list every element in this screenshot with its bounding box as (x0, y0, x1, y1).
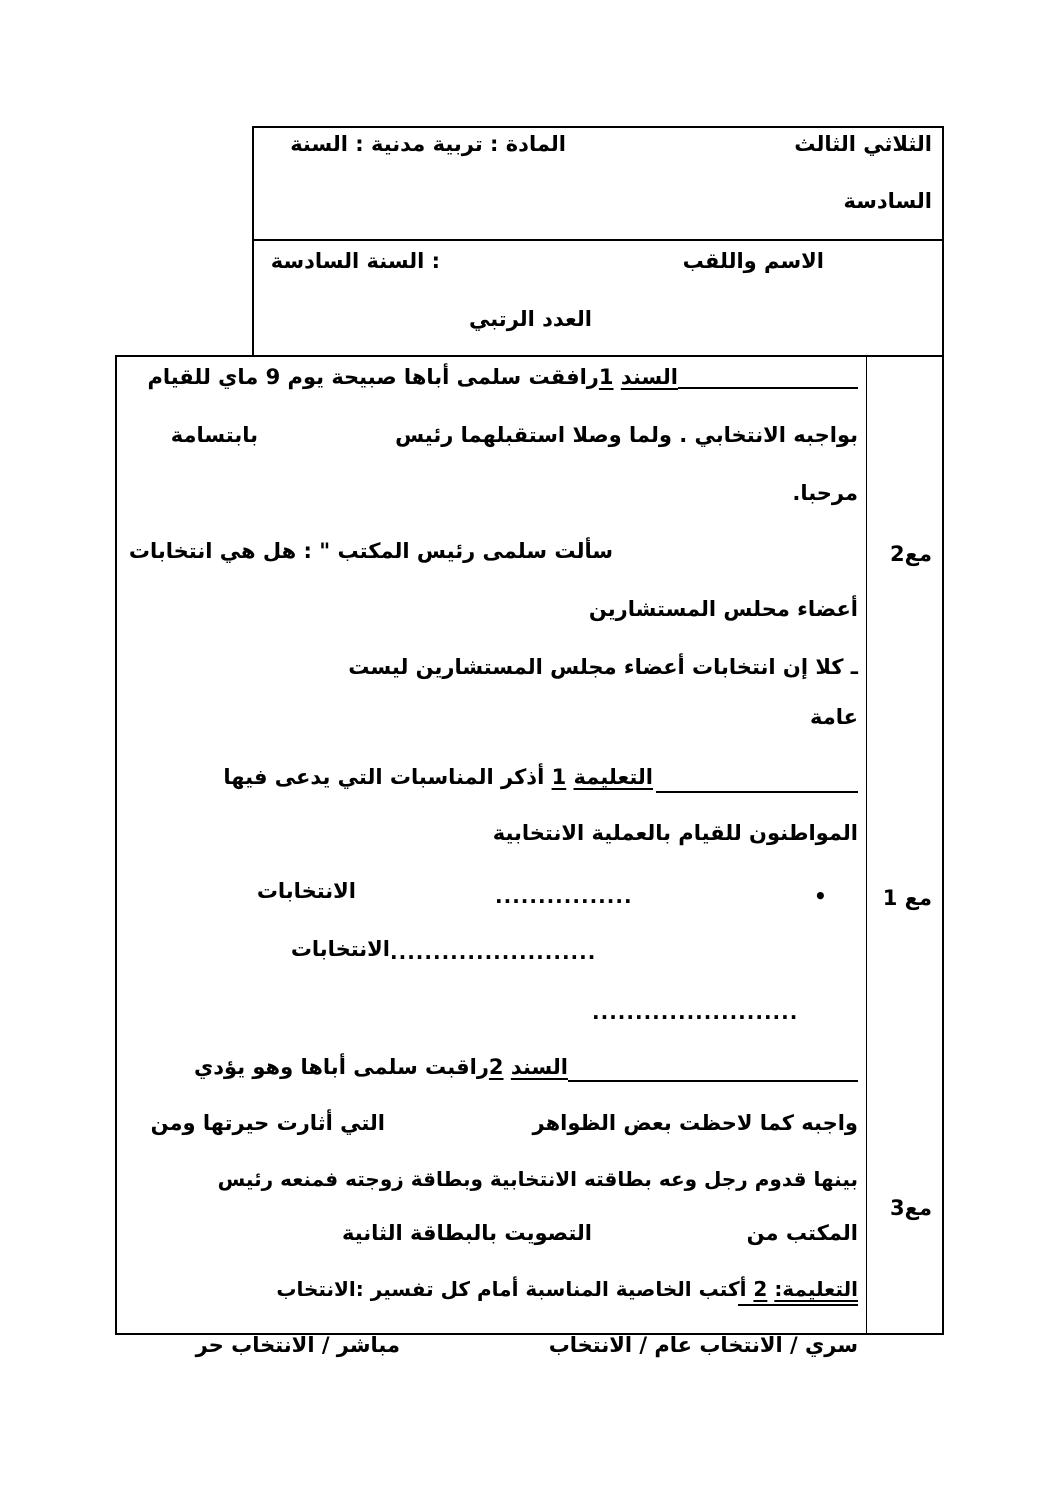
document-label: السند (510, 1055, 568, 1079)
text-line: ـ كلا إن انتخابات أعضاء مجلس المستشارين ليست (348, 655, 858, 679)
text-line: سألت سلمى رئيس المكتب " : هل هي انتخابات (128, 539, 613, 563)
answer-line (678, 387, 858, 389)
text-line: راقبت سلمى أباها وهو يؤدي (194, 1055, 489, 1079)
text-line: عامة (810, 705, 858, 729)
answer-line (656, 791, 858, 793)
instruction-label: التعليمة: (774, 1277, 858, 1301)
name-field-label: الاسم واللقب (682, 249, 824, 273)
header-divider (252, 239, 944, 241)
answer-word: الانتخابات (290, 937, 390, 961)
text-line: مرحبا. (792, 481, 858, 505)
text-line: رافقت سلمى أباها صبيحة يوم 9 ماي للقيام (147, 365, 599, 389)
term-label: الثلاثي الثالث (794, 132, 932, 156)
answer-line (568, 1080, 858, 1082)
text-line: المواطنون للقيام بالعملية الانتخابية (492, 821, 858, 845)
document-number: 2 (488, 1055, 504, 1079)
year-field-label: : السنة السادسة (270, 249, 440, 273)
criteria-column-divider (866, 356, 867, 1334)
document-1-heading (147, 362, 678, 392)
text-line: المكتب من (746, 1221, 858, 1245)
answer-line (738, 1304, 858, 1306)
document-2-heading (194, 1052, 568, 1082)
answer-word: الانتخابات (256, 879, 356, 903)
options-right: سري / الانتخاب عام / الانتخاب (548, 1333, 858, 1357)
criterion-label-3: مع3 (890, 1196, 932, 1220)
instruction-1-heading (223, 762, 653, 792)
text-line: بواجبه الانتخابي . ولما وصلا استقبلهما رئيس (395, 423, 858, 447)
document-number: 1 (598, 365, 614, 389)
answer-dots: ................ (495, 884, 633, 908)
instruction-label: التعليمة (573, 765, 653, 789)
criterion-label-2: مع 1 (882, 886, 932, 910)
document-label: السند (620, 365, 678, 389)
header-table (252, 126, 944, 357)
subject-label: المادة : تربية مدنية : السنة (290, 132, 566, 156)
text-line: بابتسامة (170, 423, 258, 447)
criterion-label-1: مع2 (890, 542, 932, 566)
text-line: التي أثارت حيرتها ومن (150, 1111, 385, 1135)
text-line: أذكر المناسبات التي يدعى فيها (223, 765, 545, 789)
bullet: • (814, 884, 828, 908)
text-line: التصويت بالبطاقة الثانية (341, 1221, 592, 1245)
text-line: واجبه كما لاحظت بعض الظواهر (532, 1111, 858, 1135)
options-left: مباشر / الانتخاب حر (195, 1333, 400, 1357)
grade-label: السادسة (843, 189, 932, 213)
instruction-number: 2 (753, 1277, 768, 1301)
instruction-2-heading (276, 1274, 858, 1304)
text-line: بينها قدوم رجل وعه بطاقته الانتخابية وبطاقة زوجته فمنعه رئيس (217, 1167, 858, 1191)
answer-dots: ........................ (592, 1000, 799, 1024)
text-line: أعضاء محلس المستشارين (588, 597, 858, 621)
answer-dots: ........................ (390, 940, 597, 964)
instruction-number: 1 (551, 765, 567, 789)
rank-field-label: العدد الرتبي (468, 307, 592, 331)
instruction-text: أكتب الخاصية المناسبة أمام كل تفسير :الانتخاب (276, 1277, 747, 1301)
